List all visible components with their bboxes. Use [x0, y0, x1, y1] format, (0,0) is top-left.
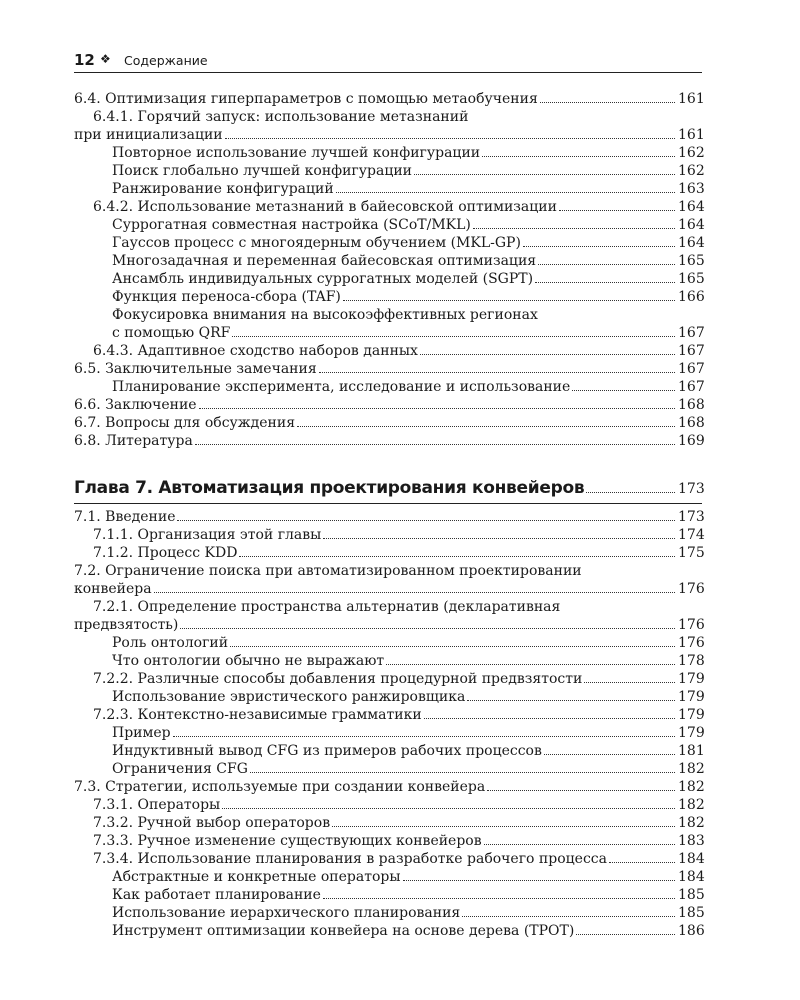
leader-dots [487, 790, 675, 791]
toc-entry-page: 184 [678, 851, 705, 867]
leader-dots [232, 336, 675, 337]
toc-entry-title: Ансамбль индивидуальных суррогатных моделей (SGPT) [112, 271, 534, 287]
page-number: 12 [74, 51, 95, 69]
toc-entry[interactable] [74, 706, 705, 724]
toc-entry[interactable] [74, 198, 705, 216]
toc-entry-title: предвзятость) [74, 617, 179, 633]
leader-dots [540, 102, 675, 103]
toc-entry-page: 164 [678, 217, 705, 233]
toc-entry[interactable] [74, 180, 705, 198]
leader-dots [467, 700, 675, 701]
toc-entry[interactable] [74, 598, 702, 616]
toc-entry-title: 6.8. Литература [74, 433, 193, 449]
toc-entry[interactable] [74, 108, 702, 126]
header-title: Содержание [124, 53, 208, 68]
toc-entry-title: 7.2. Ограничение поиска при автоматизированном проектировании [74, 563, 582, 579]
toc-entry-page: 168 [678, 415, 705, 431]
toc-entry-page: 167 [678, 379, 705, 395]
leader-dots [535, 282, 675, 283]
toc-entry-title: 7.3.3. Ручное изменение существующих конвейеров [93, 833, 482, 849]
running-header [74, 50, 702, 73]
toc-entry[interactable] [74, 90, 705, 108]
toc-entry-page: 176 [678, 635, 705, 651]
leader-dots [576, 934, 675, 935]
toc-entry-page: 173 [678, 509, 705, 525]
leader-dots [195, 444, 675, 445]
toc-entry[interactable] [74, 634, 705, 652]
toc-entry-title: Функция переноса-сбора (TAF) [112, 289, 341, 305]
toc-entry[interactable] [74, 904, 705, 922]
toc-entry[interactable] [74, 832, 705, 850]
toc-entry-title: при инициализации [74, 127, 223, 143]
toc-entry[interactable] [74, 508, 705, 526]
leader-dots [199, 408, 675, 409]
leader-dots [523, 246, 675, 247]
toc-entry-title: 7.3.2. Ручной выбор операторов [93, 815, 331, 831]
leader-dots [586, 492, 675, 493]
chapter-page: 173 [678, 481, 705, 497]
toc-entry-page: 182 [678, 797, 705, 813]
toc-entry[interactable] [74, 562, 702, 580]
toc-entry-page: 179 [678, 725, 705, 741]
toc-entry-title: Фокусировка внимания на высокоэффективных регионах [112, 307, 538, 323]
toc-entry-title: 7.1.2. Процесс KDD [93, 545, 238, 561]
toc-entry-page: 179 [678, 689, 705, 705]
toc-entry-title: 7.2.2. Различные способы добавления процедурной предвзятости [93, 671, 583, 687]
toc-entry[interactable] [74, 360, 705, 378]
toc-entry-title: Гауссов процесс с многоядерным обучением (MKL-GP) [112, 235, 521, 251]
leader-dots [225, 138, 675, 139]
leader-dots [473, 228, 675, 229]
toc-entry[interactable] [74, 814, 705, 832]
toc-entry-page: 179 [678, 671, 705, 687]
toc-entry-title: 6.6. Заключение [74, 397, 197, 413]
leader-dots [484, 844, 675, 845]
leader-dots [323, 538, 675, 539]
toc-entry-title: Как работает планирование [112, 887, 321, 903]
toc-entry-title: Планирование эксперимента, исследование и использование [112, 379, 571, 395]
toc-entry[interactable] [74, 216, 705, 234]
leader-dots [343, 300, 675, 301]
toc-entry[interactable] [74, 396, 705, 414]
leader-dots [584, 682, 675, 683]
toc-entry-page: 179 [678, 707, 705, 723]
toc-entry-title: Пример [112, 725, 171, 741]
toc-entry-page: 174 [678, 527, 705, 543]
toc-entry-title: 7.3. Стратегии, используемые при создании конвейера [74, 779, 486, 795]
toc-entry-page: 161 [678, 91, 705, 107]
leader-dots [177, 520, 675, 521]
toc-entry[interactable] [74, 306, 702, 324]
toc-entry-title: 7.3.4. Использование планирования в разработке рабочего процесса [93, 851, 607, 867]
toc-entry[interactable] [74, 580, 705, 598]
toc-entry-page: 185 [678, 905, 705, 921]
toc-entry[interactable] [74, 378, 705, 396]
toc-entry-title: Многозадачная и переменная байесовская оптимизация [112, 253, 537, 269]
toc-entry[interactable] [74, 724, 705, 742]
toc-entry-page: 186 [678, 923, 705, 939]
leader-dots [403, 880, 675, 881]
toc-entry[interactable] [74, 342, 705, 360]
toc-entry[interactable] [74, 252, 705, 270]
toc-entry-title: 6.7. Вопросы для обсуждения [74, 415, 296, 431]
toc-entry[interactable] [74, 778, 705, 796]
toc-entry-title: Инструмент оптимизации конвейера на основе дерева (TPOT) [112, 923, 575, 939]
leader-dots [154, 592, 675, 593]
toc-entry-page: 167 [678, 343, 705, 359]
toc-entry-page: 164 [678, 199, 705, 215]
leader-dots [332, 826, 675, 827]
chapter-rule [74, 503, 702, 504]
toc-entry[interactable] [74, 922, 705, 940]
toc-entry-page: 163 [678, 181, 705, 197]
toc-entry-page: 166 [678, 289, 705, 305]
toc-entry-page: 175 [678, 545, 705, 561]
leader-dots [414, 174, 675, 175]
toc-entry-page: 185 [678, 887, 705, 903]
ornament-icon: ❖ [100, 52, 111, 66]
toc-entry-title: 6.5. Заключительные замечания [74, 361, 317, 377]
toc-entry-title: Роль онтологий [112, 635, 229, 651]
toc-entry-title: 6.4.2. Использование метазнаний в байесовской оптимизации [93, 199, 557, 215]
toc-entry[interactable] [74, 270, 705, 288]
toc-entry-page: 161 [678, 127, 705, 143]
toc-entry-title: Ранжирование конфигураций [112, 181, 334, 197]
toc-entry-page: 178 [678, 653, 705, 669]
toc-entry[interactable] [74, 688, 705, 706]
chapter-title: Глава 7. Автоматизация проектирования конвейеров [74, 478, 585, 498]
toc-entry-page: 184 [678, 869, 705, 885]
toc-entry[interactable] [74, 796, 705, 814]
leader-dots [319, 372, 675, 373]
toc-entry-title: 6.4.3. Адаптивное сходство наборов данных [93, 343, 418, 359]
chapter-heading[interactable] [74, 478, 705, 504]
toc-entry-title: 7.1.1. Организация этой главы [93, 527, 322, 543]
toc-entry-title: Ограничения CFG [112, 761, 248, 777]
toc-entry[interactable] [74, 144, 705, 162]
leader-dots [462, 916, 675, 917]
toc-entry[interactable] [74, 432, 705, 450]
toc-entry-page: 162 [678, 145, 705, 161]
toc-entry-title: Суррогатная совместная настройка (SCoT/MKL) [112, 217, 471, 233]
toc-entry[interactable] [74, 544, 705, 562]
toc-entry-title: с помощью QRF [112, 325, 231, 341]
toc-entry-title: Повторное использование лучшей конфигурации [112, 145, 481, 161]
leader-dots [297, 426, 675, 427]
leader-dots [250, 772, 675, 773]
leader-dots [609, 862, 675, 863]
toc-entry[interactable] [74, 652, 705, 670]
toc-entry-page: 182 [678, 761, 705, 777]
toc-entry[interactable] [74, 742, 705, 760]
toc-entry[interactable] [74, 414, 705, 432]
toc-entry-title: Что онтологии обычно не выражают [112, 653, 385, 669]
toc-entry[interactable] [74, 324, 705, 342]
toc-entry-page: 169 [678, 433, 705, 449]
toc-entry-title: 7.2.1. Определение пространства альтернатив (декларативная [93, 599, 561, 615]
leader-dots [559, 210, 675, 211]
toc-entry-page: 176 [678, 617, 705, 633]
toc-entry-page: 176 [678, 581, 705, 597]
toc-entry[interactable] [74, 126, 705, 144]
toc-entry[interactable] [74, 526, 705, 544]
toc-entry-page: 181 [678, 743, 705, 759]
leader-dots [173, 736, 675, 737]
toc-entry[interactable] [74, 670, 705, 688]
toc-entry-title: Поиск глобально лучшей конфигурации [112, 163, 412, 179]
leader-dots [180, 628, 675, 629]
leader-dots [420, 354, 675, 355]
leader-dots [222, 808, 675, 809]
toc-entry[interactable] [74, 162, 705, 180]
toc-entry[interactable] [74, 288, 705, 306]
toc-entry-title: 7.1. Введение [74, 509, 176, 525]
toc-entry-title: Использование эвристического ранжировщика [112, 689, 466, 705]
leader-dots [336, 192, 675, 193]
leader-dots [239, 556, 675, 557]
leader-dots [323, 898, 675, 899]
leader-dots [230, 646, 675, 647]
toc-entry-page: 165 [678, 271, 705, 287]
toc-entry-page: 165 [678, 253, 705, 269]
toc-entry[interactable] [74, 868, 705, 886]
toc-entry-page: 183 [678, 833, 705, 849]
leader-dots [572, 390, 675, 391]
toc-entry-title: 7.3.1. Операторы [93, 797, 221, 813]
toc-entry-page: 167 [678, 325, 705, 341]
toc-entry-title: 6.4. Оптимизация гиперпараметров с помощью метаобучения [74, 91, 538, 107]
leader-dots [544, 754, 675, 755]
toc-entry-title: 6.4.1. Горячий запуск: использование метазнаний [93, 109, 469, 125]
toc-entry-page: 162 [678, 163, 705, 179]
leader-dots [482, 156, 675, 157]
toc-entry-page: 182 [678, 815, 705, 831]
toc-entry-title: Индуктивный вывод CFG из примеров рабочих процессов [112, 743, 542, 759]
toc-entry-page: 168 [678, 397, 705, 413]
toc-entry[interactable] [74, 850, 705, 868]
leader-dots [386, 664, 675, 665]
toc-entry[interactable] [74, 234, 705, 252]
toc-entry-page: 182 [678, 779, 705, 795]
leader-dots [538, 264, 675, 265]
toc-entry[interactable] [74, 616, 705, 634]
leader-dots [424, 718, 675, 719]
toc-entry-title: 7.2.3. Контекстно-независимые грамматики [93, 707, 422, 723]
toc-entry[interactable] [74, 760, 705, 778]
toc-entry-page: 167 [678, 361, 705, 377]
toc-entry-title: Абстрактные и конкретные операторы [112, 869, 401, 885]
toc-entry-title: Использование иерархического планирования [112, 905, 461, 921]
toc-entry-title: конвейера [74, 581, 152, 597]
toc-entry[interactable] [74, 886, 705, 904]
toc-entry-page: 164 [678, 235, 705, 251]
